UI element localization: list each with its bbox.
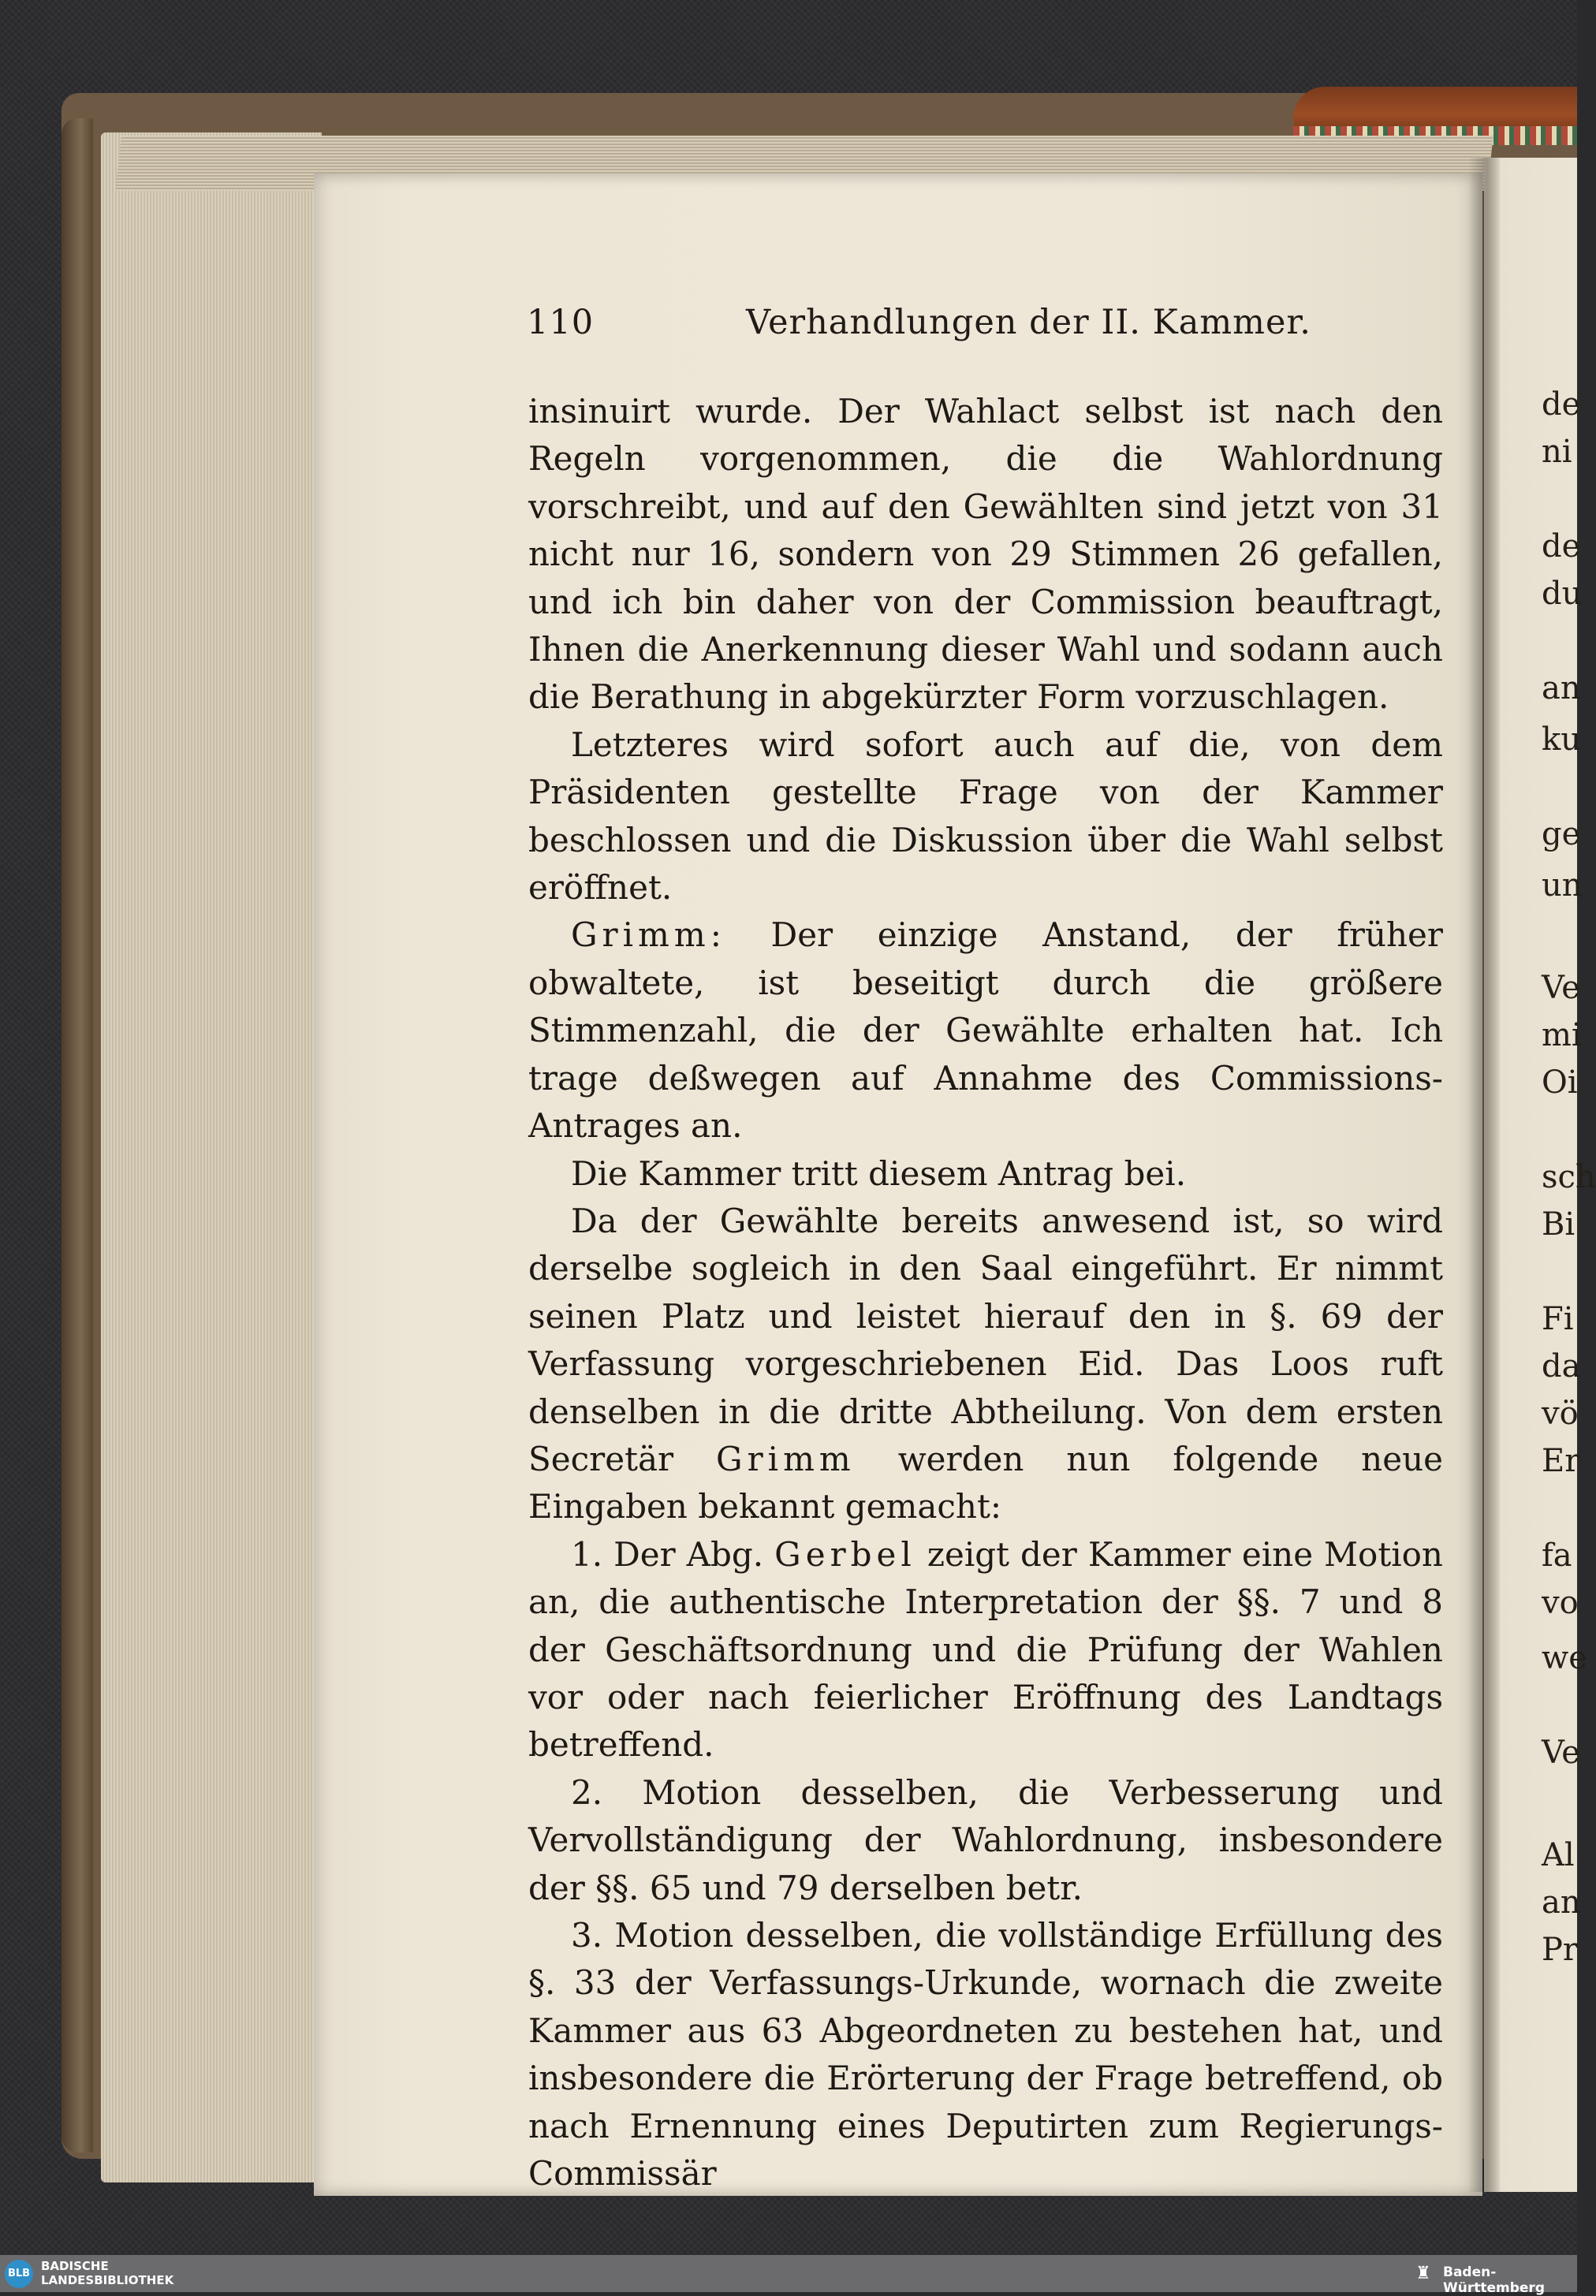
right-page-fragment: ni: [1542, 434, 1572, 470]
right-page-fragment: an: [1542, 1884, 1581, 1921]
footer-bar: [0, 2255, 1577, 2296]
right-page-fragment: Er: [1542, 1443, 1580, 1479]
item-1-text: zeigt der Kammer eine Motion an, die authentische Interpretation der §§. 7 und 8 der Geschäftsordnung und die Prüfung der Wahlen vor oder nach feierlicher Eröffnung des Landtags betreffend.: [528, 1534, 1443, 1765]
right-page-fragment: fa: [1542, 1538, 1572, 1574]
right-page-fragment: Ve: [1542, 970, 1580, 1006]
right-page-fragment: sch: [1542, 1159, 1596, 1195]
item-1: [528, 1531, 1443, 1769]
library-name: [41, 2259, 173, 2287]
paragraph-2: Letzteres wird sofort auch auf die, von dem Präsidenten gestellte Frage von der Kammer beschlossen und die Diskussion über die Wahl selbst eröffnet.: [528, 725, 1443, 908]
book-spine-edge: [62, 118, 93, 2152]
page-number: 110: [527, 303, 595, 342]
right-page-fragment: Pr: [1542, 1932, 1579, 1968]
right-page-fragment: Ve: [1542, 1735, 1580, 1771]
right-page-fragment: de: [1542, 528, 1581, 565]
right-page-fragment: un: [1542, 867, 1583, 904]
paragraph-3: [528, 911, 1443, 1150]
right-page-fragment: Oi: [1542, 1064, 1578, 1101]
paragraph-5-text: Da der Gewählte bereits anwesend ist, so wird derselbe sogleich in den Saal eingeführt. Er nimmt seinen Platz und leistet hierauf den in §. 69 der Verfassung vorgeschriebenen Eid. Das Loos ruft denselben in die dritte Abtheilung. Von dem ersten Secretär: [528, 1201, 1443, 1478]
page-block-edge: [101, 132, 322, 2182]
secretary-name: Grimm: [716, 1439, 856, 1478]
right-page-fragment: Bi: [1542, 1206, 1575, 1243]
library-name-line1: BADISCHE: [41, 2259, 109, 2273]
paragraph-1: insinuirt wurde. Der Wahlact selbst ist nach den Regeln vorgenommen, die die Wahlordnung vorschreibt, und auf den Gewählten sind jetzt von 31 nicht nur 16, sondern von 29 Stimmen 26 gefallen, und ich bin daher von der Commission beauftragt, Ihnen die Anerkennung dieser Wahl und sodann auch die Berathung in abgekürzter Form vorzuschlagen.: [528, 392, 1443, 717]
right-page-fragment: da: [1542, 1348, 1581, 1385]
paragraph-4: Die Kammer tritt diesem Antrag bei.: [571, 1154, 1187, 1193]
running-head: Verhandlungen der II. Kammer.: [746, 303, 1311, 342]
right-page-fragment: vö: [1542, 1396, 1579, 1432]
item-3: 3. Motion desselben, die vollständige Erfüllung des §. 33 der Verfassungs-Urkunde, wornach die zweite Kammer aus 63 Abgeordneten zu bestehen hat, und insbesondere die Erörterung der Frage betreffend, ob nach Ernennung eines Deputirten zum Regierungs-Commissär: [528, 1916, 1443, 2194]
deputy-name: Gerbel: [774, 1534, 916, 1574]
right-page-fragment: an: [1542, 670, 1581, 706]
item-1-lead: 1. Der Abg.: [571, 1534, 764, 1574]
right-page-fragment: we: [1542, 1640, 1587, 1676]
paragraph-3-text: Der einzige Anstand, der früher obwaltete, ist beseitigt durch die größere Stimmenzahl, die der Gewählte erhalten hat. Ich trage deßwegen auf Annahme des Commissions-Antrages an.: [528, 915, 1443, 1146]
right-page-fragment: vo: [1542, 1585, 1579, 1621]
coat-of-arms-icon: ♜: [1415, 2264, 1431, 2283]
library-name-line2: LANDESBIBLIOTHEK: [41, 2273, 174, 2287]
right-page-fragment: ge: [1542, 816, 1581, 852]
right-page-fragment: du: [1542, 576, 1583, 612]
blb-logo-icon: BLB: [5, 2260, 33, 2288]
right-page-fragment: Fi: [1542, 1301, 1574, 1337]
paragraph-5-tail: werden nun folgende neue Eingaben bekannt gemacht:: [528, 1439, 1443, 1526]
speaker-name: Grimm:: [571, 915, 726, 955]
item-2: 2. Motion desselben, die Verbesserung und Vervollständigung der Wahlordnung, insbesondere der §§. 65 und 79 derselben betr.: [528, 1772, 1443, 1907]
page-header: [527, 303, 1457, 358]
right-page-fragment: Al: [1542, 1837, 1575, 1873]
gutter-shadow: [1468, 158, 1500, 2192]
right-page-fragment: mi: [1542, 1017, 1582, 1053]
right-page-fragment: ku: [1542, 721, 1581, 758]
page-body: [528, 388, 1443, 2197]
right-page-fragment: de: [1542, 386, 1581, 423]
state-name: Baden-Württemberg: [1443, 2264, 1545, 2296]
paragraph-5: [528, 1198, 1443, 1531]
